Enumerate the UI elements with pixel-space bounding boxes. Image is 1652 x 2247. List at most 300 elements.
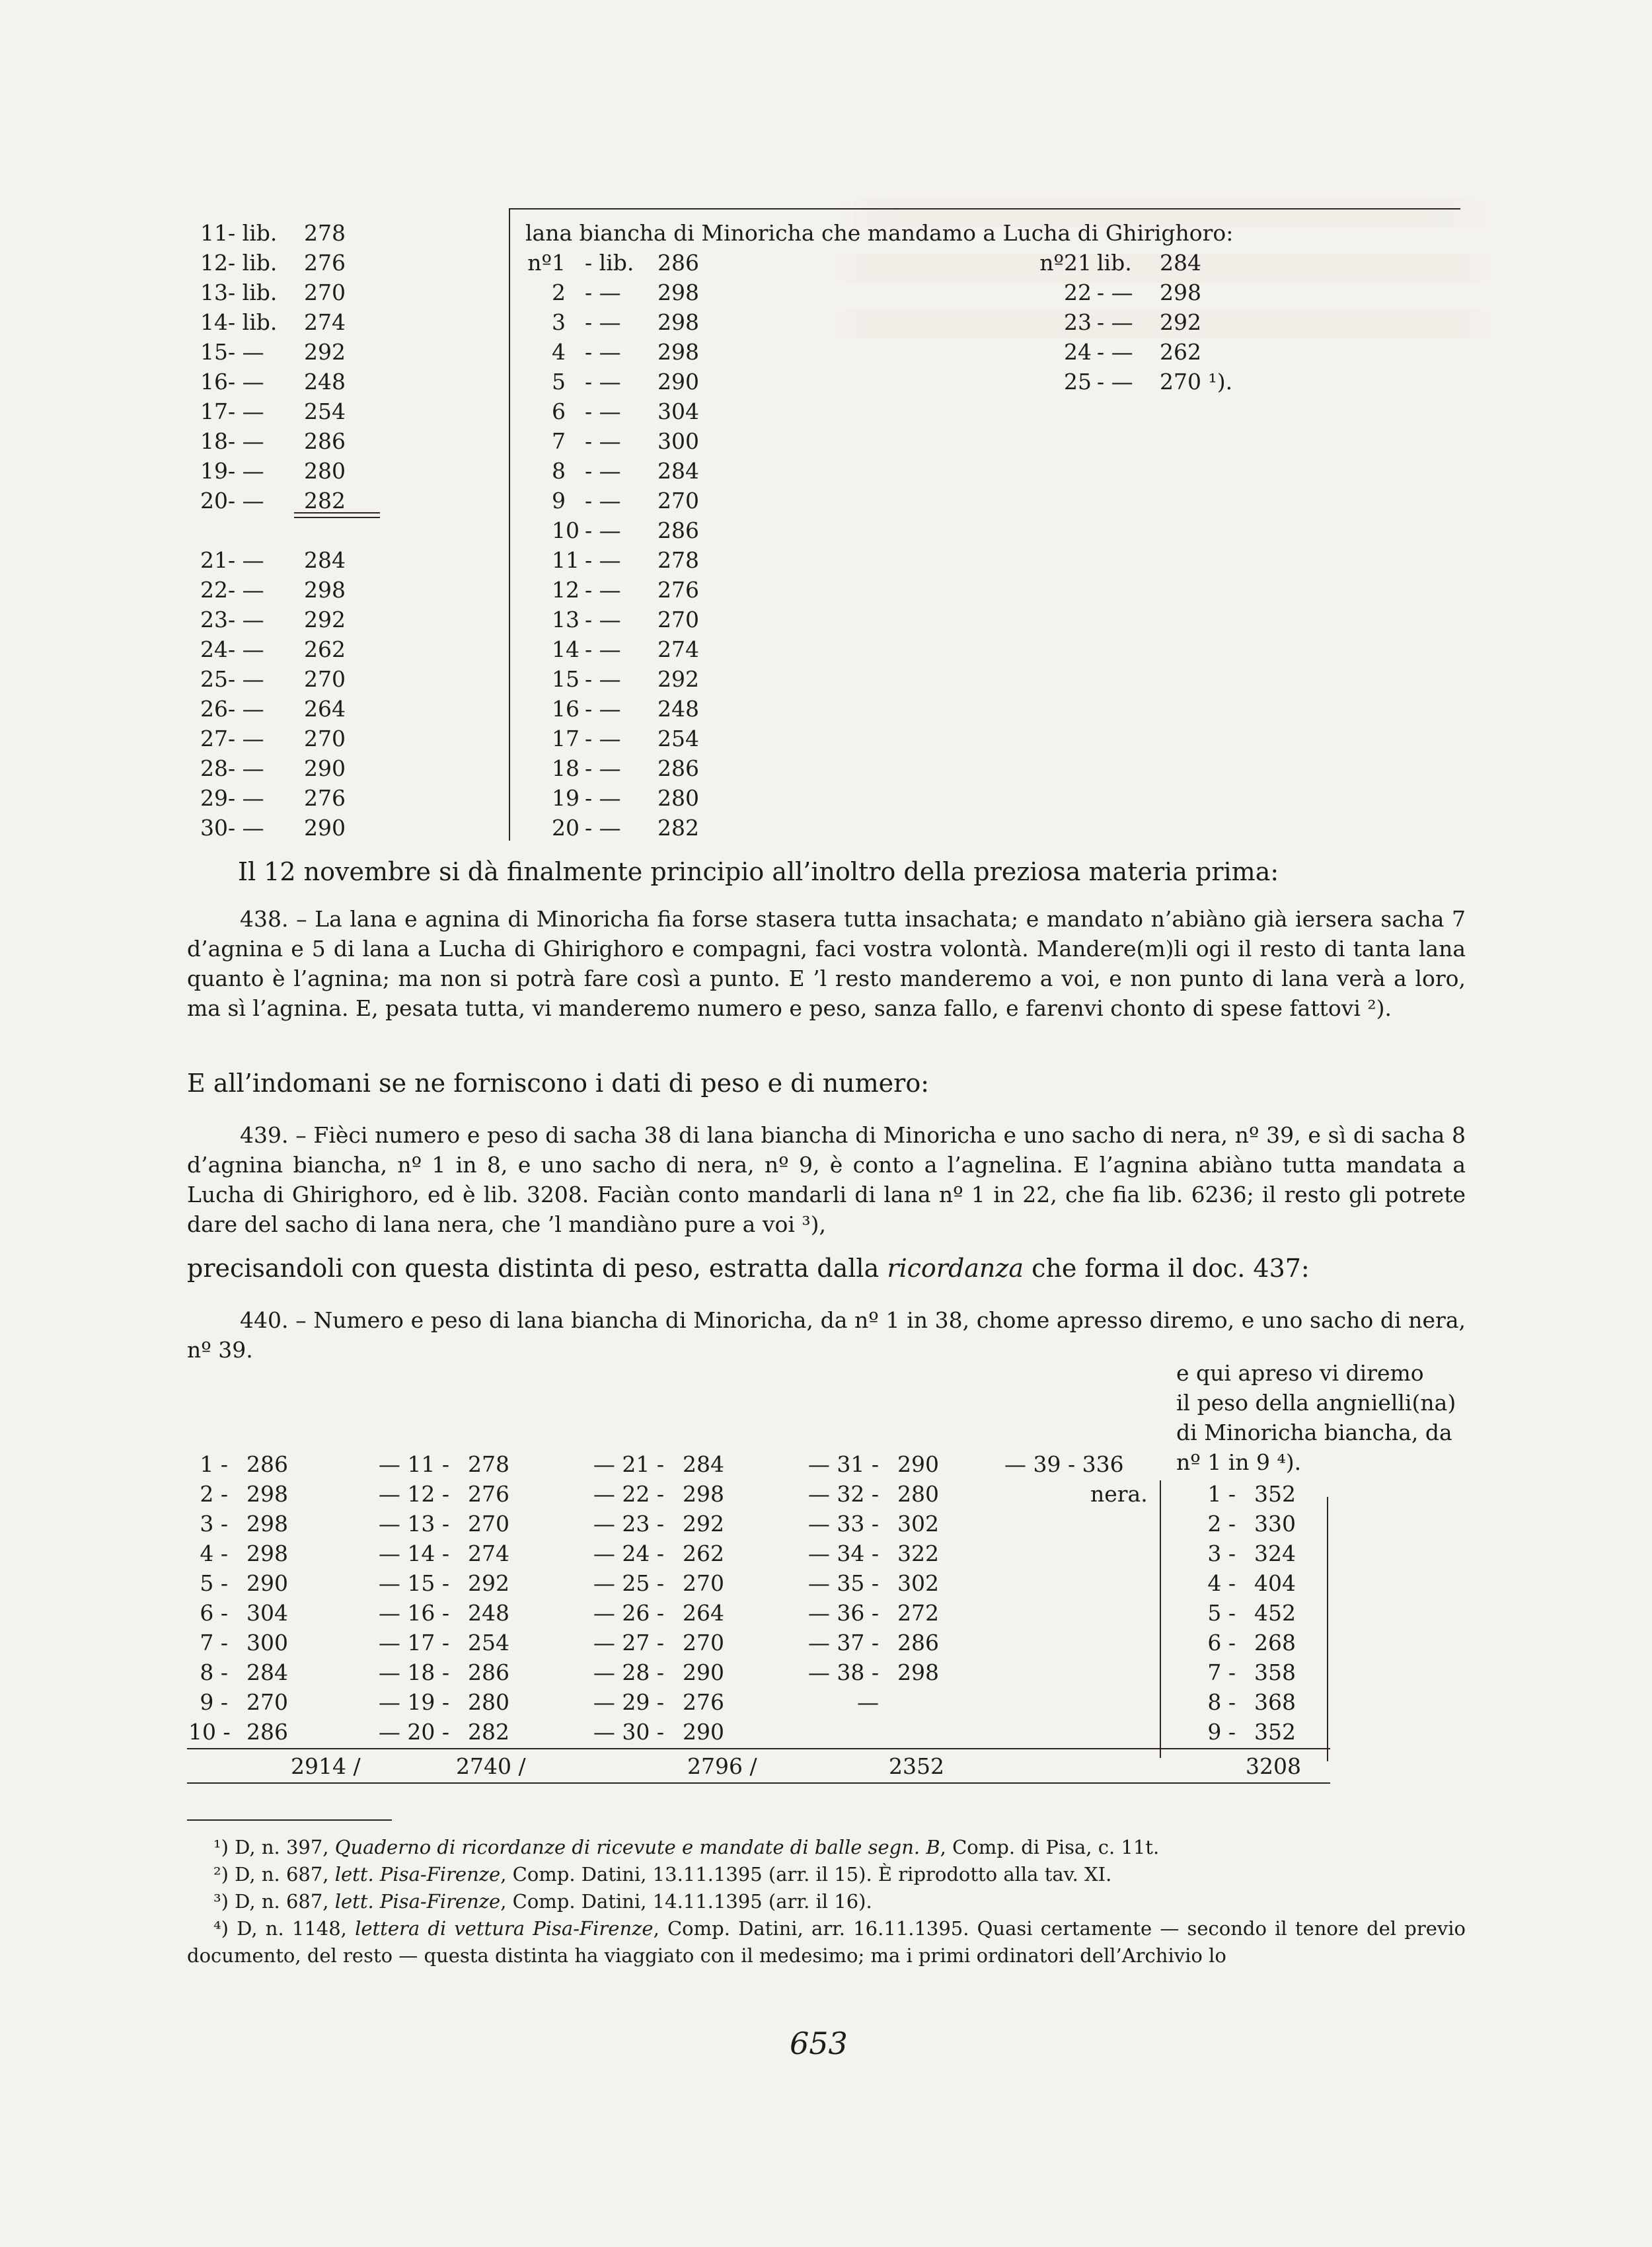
cell-s: - — xyxy=(228,785,264,811)
cell-n: 24 xyxy=(200,636,228,662)
table-row xyxy=(192,515,390,545)
table-row xyxy=(357,1568,534,1598)
table-row xyxy=(522,515,720,545)
entry-number: — 23 - xyxy=(593,1511,664,1537)
cell-w: 298 xyxy=(657,339,699,365)
table-row xyxy=(188,1509,313,1539)
cell-w: 300 xyxy=(657,428,699,454)
cell-n: 12 xyxy=(552,577,580,603)
cell-n: 1 xyxy=(552,250,566,276)
footnote-text: , Comp. Datini, 14.11.1395 (arr. il 16). xyxy=(500,1890,872,1913)
table-row xyxy=(192,278,390,307)
entry-number: — 20 - xyxy=(378,1719,449,1745)
cell-s: - — xyxy=(585,517,621,543)
entry-number: 9 - xyxy=(200,1689,228,1715)
table-row xyxy=(572,1449,749,1479)
entry-number: — 19 - xyxy=(378,1689,449,1715)
entry-number: — 17 - xyxy=(378,1630,449,1656)
column-total: 2796 / xyxy=(687,1753,757,1779)
cell-p: nº xyxy=(1039,250,1064,276)
cell-n: 19 xyxy=(200,458,228,484)
table-row xyxy=(192,456,390,486)
entry-weight: 298 xyxy=(683,1481,724,1507)
table1-right-column xyxy=(1034,248,1298,397)
cell-s: - — xyxy=(585,726,621,751)
table-row xyxy=(188,1568,313,1598)
entry-weight: 290 xyxy=(683,1659,724,1685)
table-row xyxy=(522,753,720,783)
cell-w: 292 xyxy=(657,666,699,692)
cell-n: 22 xyxy=(200,577,228,603)
entry-number: 8 - xyxy=(200,1659,228,1685)
entry-number: — 22 - xyxy=(593,1481,664,1507)
cell-w: 298 xyxy=(657,280,699,305)
table1-header: lana biancha di Minoricha che mandamo a Lucha di Ghirighoro: xyxy=(525,220,1234,246)
entry-weight: 292 xyxy=(683,1511,724,1537)
cell-w: 262 xyxy=(304,636,346,662)
table-row xyxy=(522,278,720,307)
table-row xyxy=(188,1628,313,1657)
entry-number: — 15 - xyxy=(378,1570,449,1596)
column-total: 2914 / xyxy=(291,1753,361,1779)
entry-number: — 25 - xyxy=(593,1570,664,1596)
cell-n: 25 xyxy=(200,666,228,692)
entry-number: — 30 - xyxy=(593,1719,664,1745)
table-row xyxy=(522,456,720,486)
cell-n: 16 xyxy=(200,369,228,395)
table-row xyxy=(522,694,720,724)
entry-number: 1 - xyxy=(1207,1481,1236,1507)
entry-number: 6 - xyxy=(1207,1630,1236,1656)
entry-number: — 34 - xyxy=(807,1541,879,1566)
footnote-mark: ⁴) xyxy=(213,1917,229,1940)
cell-w: 284 xyxy=(304,547,346,573)
cell-w: 276 xyxy=(304,250,346,276)
cell-n: 11 xyxy=(200,220,228,246)
table-row xyxy=(192,575,390,605)
entry-weight: 262 xyxy=(683,1541,724,1566)
entry-weight: 270 xyxy=(683,1630,724,1656)
entry-weight: 286 xyxy=(246,1451,288,1477)
cell-s: - — xyxy=(228,815,264,841)
nera-label: nera. xyxy=(1090,1481,1148,1507)
table-row xyxy=(572,1687,749,1717)
cell-s: - — xyxy=(585,696,621,722)
entry-weight: 324 xyxy=(1254,1541,1296,1566)
footnotes xyxy=(187,1834,1466,1969)
table-row xyxy=(572,1598,749,1628)
entry-number: 6 - xyxy=(200,1600,228,1626)
nera-entry: — 39 - 336 xyxy=(1004,1451,1124,1477)
entry-weight: 290 xyxy=(246,1570,288,1596)
cell-w: 262 xyxy=(1160,339,1201,365)
entry-weight: 298 xyxy=(246,1481,288,1507)
cell-s: - — xyxy=(585,458,621,484)
table-row xyxy=(1199,1539,1320,1568)
cell-s: - lib. xyxy=(585,250,634,276)
cell-n: 22 xyxy=(1064,280,1092,305)
footnote-title: lett. Pisa-Firenze xyxy=(334,1863,501,1885)
entry-weight: 270 xyxy=(246,1689,288,1715)
table-row xyxy=(786,1539,963,1568)
cell-s: - lib. xyxy=(228,280,278,305)
entry-weight: 368 xyxy=(1254,1689,1296,1715)
table-row xyxy=(522,724,720,753)
entry-number: — 37 - xyxy=(807,1630,879,1656)
table1-middle-column xyxy=(522,248,720,843)
cell-s: - — xyxy=(228,607,264,632)
footnote-text: , Comp. Datini, 13.11.1395 (arr. il 15). È riprodotto alla tav. XI. xyxy=(500,1863,1112,1885)
table2-totals xyxy=(0,1751,1652,1781)
entry-number: — 33 - xyxy=(807,1511,879,1537)
cell-w: 254 xyxy=(657,726,699,751)
cell-w: 286 xyxy=(657,755,699,781)
entry-weight: 352 xyxy=(1254,1481,1296,1507)
cell-s: - — xyxy=(1097,339,1133,365)
entry-number: 8 - xyxy=(1207,1689,1236,1715)
cell-w: 298 xyxy=(304,577,346,603)
table-row xyxy=(192,813,390,843)
cell-n: 21 xyxy=(1064,250,1092,276)
entry-number: 10 - xyxy=(188,1719,231,1745)
entry-number: 9 - xyxy=(1207,1719,1236,1745)
cell-s: - lib. xyxy=(228,220,278,246)
cell-s: - — xyxy=(228,696,264,722)
entry-number: 5 - xyxy=(200,1570,228,1596)
entry-number: 2 - xyxy=(1207,1511,1236,1537)
cell-s: - — xyxy=(585,577,621,603)
cell-s: - lib. xyxy=(228,250,278,276)
entry-number: 2 - xyxy=(200,1481,228,1507)
entry-number: — 38 - xyxy=(807,1659,879,1685)
footnote-title: lettera di vettura Pisa-Firenze xyxy=(355,1917,654,1940)
cell-n: 12 xyxy=(200,250,228,276)
cell-w: 298 xyxy=(657,309,699,335)
footnote-rule xyxy=(187,1819,392,1821)
cell-n: 5 xyxy=(552,369,566,395)
table-row xyxy=(1034,248,1298,278)
table-row xyxy=(786,1657,963,1687)
entry-number: — 35 - xyxy=(807,1570,879,1596)
cell-w: 286 xyxy=(657,250,699,276)
entry-number: — 21 - xyxy=(593,1451,664,1477)
table-row xyxy=(188,1449,313,1479)
cell-s: - — xyxy=(585,399,621,424)
entry-weight: 270 xyxy=(683,1570,724,1596)
entry-weight: 264 xyxy=(683,1600,724,1626)
cell-n: 15 xyxy=(200,339,228,365)
table-row xyxy=(786,1479,963,1509)
footnote-title: Quaderno di ricordanze di ricevute e mandate di balle segn. B xyxy=(334,1836,940,1858)
table-row xyxy=(1199,1717,1320,1747)
entry-weight: 282 xyxy=(468,1719,509,1745)
table-row xyxy=(572,1657,749,1687)
cell-n: 25 xyxy=(1064,369,1092,395)
table-row xyxy=(192,307,390,337)
table-row xyxy=(522,575,720,605)
table2-col3 xyxy=(572,1449,749,1747)
table-row xyxy=(1034,278,1298,307)
table-row xyxy=(192,694,390,724)
entry-weight: 298 xyxy=(246,1541,288,1566)
cell-n: 20 xyxy=(552,815,580,841)
table-row xyxy=(192,634,390,664)
cell-w: 298 xyxy=(1160,280,1201,305)
entry-weight: 270 xyxy=(468,1511,509,1537)
table-row xyxy=(1199,1657,1320,1687)
entry-number: — 36 - xyxy=(807,1600,879,1626)
entry-weight: 352 xyxy=(1254,1719,1296,1745)
cell-s: - — xyxy=(228,577,264,603)
cell-w: 278 xyxy=(657,547,699,573)
entry-weight: 358 xyxy=(1254,1659,1296,1685)
cell-n: 28 xyxy=(200,755,228,781)
intro-line-1: Il 12 novembre si dà finalmente principio all’inoltro della preziosa materia prima: xyxy=(238,857,1279,886)
table-row xyxy=(522,813,720,843)
column-total: 2740 / xyxy=(456,1753,526,1779)
footnote xyxy=(187,1834,1466,1861)
entry-number: — xyxy=(857,1689,879,1715)
cell-w: 292 xyxy=(1160,309,1201,335)
entry-number: — 31 - xyxy=(807,1451,879,1477)
footnote-text: D, n. 397, xyxy=(228,1836,335,1858)
entry-weight: 298 xyxy=(897,1659,939,1685)
cell-n: 11 xyxy=(552,547,580,573)
table-row xyxy=(522,486,720,515)
cell-n: 30 xyxy=(200,815,228,841)
table-row xyxy=(192,367,390,397)
paragraph-440: 440. – Numero e peso di lana biancha di Minoricha, da nº 1 in 38, chome apresso diremo, e uno sacho di nera, nº 39. xyxy=(187,1307,1466,1363)
entry-number: 4 - xyxy=(200,1541,228,1566)
table-row xyxy=(786,1449,963,1479)
entry-weight: 290 xyxy=(897,1451,939,1477)
entry-weight: 278 xyxy=(468,1451,509,1477)
cell-n: 13 xyxy=(200,280,228,305)
entry-weight: 302 xyxy=(897,1570,939,1596)
cell-w: 284 xyxy=(657,458,699,484)
entry-weight: 298 xyxy=(246,1511,288,1537)
intro-line-3-italic: ricordanza xyxy=(887,1254,1024,1283)
entry-number: — 28 - xyxy=(593,1659,664,1685)
entry-weight: 254 xyxy=(468,1630,509,1656)
footnote-text: D, n. 687, xyxy=(228,1890,335,1913)
table-row xyxy=(357,1539,534,1568)
cell-n: 7 xyxy=(552,428,566,454)
entry-weight: 268 xyxy=(1254,1630,1296,1656)
cell-s: - — xyxy=(228,547,264,573)
entry-weight: 452 xyxy=(1254,1600,1296,1626)
cell-w: 282 xyxy=(304,488,346,514)
column-total: 2352 xyxy=(889,1753,944,1779)
entry-number: — 32 - xyxy=(807,1481,879,1507)
entry-number: — 26 - xyxy=(593,1600,664,1626)
footnote-text: , Comp. Datini, arr. 16.11.1395. Quasi certamente — secondo il tenore del previo documento, del resto — questa distinta ha viaggiato con il medesimo; ma i primi ordinatori dell’Archivio lo xyxy=(187,1917,1466,1967)
table-row xyxy=(1199,1628,1320,1657)
cell-s: - — xyxy=(228,636,264,662)
intro-line-3 xyxy=(187,1252,1443,1284)
cell-w: 280 xyxy=(304,458,346,484)
table-row xyxy=(786,1509,963,1539)
table-row xyxy=(188,1479,313,1509)
footnote-mark: ¹) xyxy=(213,1836,229,1858)
table-row xyxy=(522,307,720,337)
table-row xyxy=(1199,1687,1320,1717)
entry-weight: 286 xyxy=(897,1630,939,1656)
totals-rule xyxy=(187,1748,1330,1749)
table-row xyxy=(1034,307,1298,337)
cell-s: - — xyxy=(228,399,264,424)
table-row xyxy=(192,605,390,634)
entry-weight: 404 xyxy=(1254,1570,1296,1596)
cell-n: 18 xyxy=(552,755,580,781)
entry-number: 3 - xyxy=(200,1511,228,1537)
cell-n: 24 xyxy=(1064,339,1092,365)
cell-n: 17 xyxy=(552,726,580,751)
intro-line-3-c: che forma il doc. 437: xyxy=(1024,1254,1310,1283)
totals-bottom-rule xyxy=(187,1782,1330,1784)
table-row xyxy=(357,1657,534,1687)
cell-w: 274 xyxy=(304,309,346,335)
cell-n: 13 xyxy=(552,607,580,632)
footnote-text: D, n. 1148, xyxy=(228,1917,356,1940)
cell-s: - — xyxy=(228,458,264,484)
table-row xyxy=(522,367,720,397)
cell-n: 26 xyxy=(200,696,228,722)
table-row xyxy=(786,1687,963,1717)
entry-number: 3 - xyxy=(1207,1541,1236,1566)
entry-number: — 24 - xyxy=(593,1541,664,1566)
cell-n: 6 xyxy=(552,399,566,424)
cell-w: 270 xyxy=(657,488,699,514)
cell-n: 14 xyxy=(552,636,580,662)
cell-s: - — xyxy=(228,726,264,751)
intro-line-3-a: precisandoli con questa distinta di peso, estratta dalla xyxy=(187,1254,887,1283)
cell-s: - — xyxy=(228,666,264,692)
table-row xyxy=(1034,337,1298,367)
cell-s: - — xyxy=(585,309,621,335)
side-note-line: nº 1 in 9 ⁴). xyxy=(1176,1449,1302,1475)
table-row xyxy=(357,1509,534,1539)
footnote-mark: ²) xyxy=(213,1863,229,1885)
cell-w: 248 xyxy=(657,696,699,722)
cell-n: 2 xyxy=(552,280,566,305)
entry-weight: 330 xyxy=(1254,1511,1296,1537)
entry-number: 4 - xyxy=(1207,1570,1236,1596)
cell-s: - — xyxy=(585,547,621,573)
entry-number: — 13 - xyxy=(378,1511,449,1537)
table-row xyxy=(572,1717,749,1747)
footnote-title: lett. Pisa-Firenze xyxy=(334,1890,501,1913)
table-row xyxy=(572,1509,749,1539)
entry-weight: 274 xyxy=(468,1541,509,1566)
cell-s: - — xyxy=(585,755,621,781)
cell-n: 21 xyxy=(200,547,228,573)
cell-w: 284 xyxy=(1160,250,1201,276)
entry-number: — 27 - xyxy=(593,1630,664,1656)
table-row xyxy=(1199,1598,1320,1628)
side-note-line: e qui apreso vi diremo xyxy=(1176,1360,1424,1386)
entry-number: — 18 - xyxy=(378,1659,449,1685)
table-row xyxy=(192,218,390,248)
entry-number: — 11 - xyxy=(378,1451,449,1477)
entry-number: — 29 - xyxy=(593,1689,664,1715)
cell-s: - — xyxy=(228,339,264,365)
entry-number: 5 - xyxy=(1207,1600,1236,1626)
footnote xyxy=(187,1888,1466,1915)
cell-n: 29 xyxy=(200,785,228,811)
entry-weight: 248 xyxy=(468,1600,509,1626)
table1-vertical-divider xyxy=(509,208,510,841)
cell-w: 286 xyxy=(304,428,346,454)
top-rule xyxy=(509,208,1460,209)
table-row xyxy=(786,1568,963,1598)
cell-w: 264 xyxy=(304,696,346,722)
entry-weight: 280 xyxy=(468,1689,509,1715)
footnote xyxy=(187,1915,1466,1969)
cell-s: - — xyxy=(228,755,264,781)
cell-w: 280 xyxy=(657,785,699,811)
cell-w: 270 xyxy=(304,666,346,692)
side-note-line: di Minoricha biancha, da xyxy=(1176,1420,1452,1445)
cell-n: 27 xyxy=(200,726,228,751)
cell-w: 254 xyxy=(304,399,346,424)
table-row xyxy=(522,634,720,664)
cell-w: 276 xyxy=(657,577,699,603)
cell-s: - — xyxy=(585,369,621,395)
table-row xyxy=(192,664,390,694)
cell-w: 290 xyxy=(304,755,346,781)
entry-number: — 16 - xyxy=(378,1600,449,1626)
cell-w: 292 xyxy=(304,339,346,365)
cell-s: - — xyxy=(585,815,621,841)
table-row xyxy=(522,248,720,278)
table-row xyxy=(192,397,390,426)
cell-w: 282 xyxy=(657,815,699,841)
cell-w: 270 xyxy=(304,280,346,305)
cell-s: - — xyxy=(228,428,264,454)
entry-number: 7 - xyxy=(200,1630,228,1656)
cell-n: 15 xyxy=(552,666,580,692)
table2-agnina-column xyxy=(1199,1479,1320,1747)
table-row xyxy=(522,426,720,456)
table-row xyxy=(522,664,720,694)
paragraph-439: 439. – Fièci numero e peso di sacha 38 di lana biancha di Minoricha e uno sacho di nera, nº 39, e sì di sacha 8 d’agnina biancha, nº 1 in 8, e uno sacho di nera, nº 9, è conto a l’agnelina. E l’agnina abiàno tutta mandata a Lucha di Ghirighoro, ed è lib. 3208. Faciàn conto mandarli di lana nº 1 in 22, che fia lib. 6236; il resto gli potrete dare del sacho di lana nera, che ’l mandiàno pure a voi ³), xyxy=(187,1122,1466,1237)
side-note-line: il peso della angnielli(na) xyxy=(1176,1390,1456,1416)
cell-s: lib. xyxy=(1097,250,1132,276)
intro-line-2: E all’indomani se ne forniscono i dati di peso e di numero: xyxy=(187,1069,930,1098)
entry-number: — 14 - xyxy=(378,1541,449,1566)
entry-weight: 304 xyxy=(246,1600,288,1626)
cell-s: - — xyxy=(1097,280,1133,305)
cell-n: 16 xyxy=(552,696,580,722)
footnote-text: D, n. 687, xyxy=(228,1863,335,1885)
table-row xyxy=(572,1539,749,1568)
cell-s: - — xyxy=(585,636,621,662)
table-row xyxy=(188,1598,313,1628)
entry-weight: 280 xyxy=(897,1481,939,1507)
cell-s: - — xyxy=(585,666,621,692)
table1-left-column xyxy=(192,218,390,843)
table-row xyxy=(357,1479,534,1509)
table-row xyxy=(572,1479,749,1509)
cell-n: 14 xyxy=(200,309,228,335)
cell-w: 292 xyxy=(304,607,346,632)
cell-s: - — xyxy=(585,428,621,454)
side-note xyxy=(1176,1358,1474,1477)
entry-weight: 290 xyxy=(683,1719,724,1745)
cell-s: - — xyxy=(228,488,264,514)
table-row xyxy=(192,783,390,813)
